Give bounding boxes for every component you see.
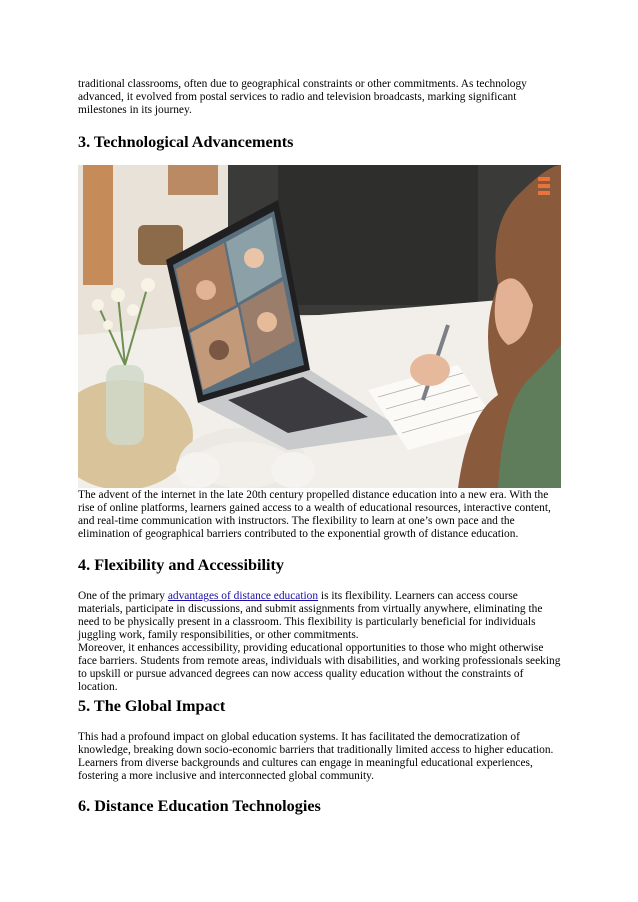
- photo-student-video-call: [78, 165, 561, 488]
- paragraph-flexibility: [78, 590, 564, 642]
- heading-distance-education-technologies: 6. Distance Education Technologies: [78, 797, 321, 815]
- heading-global-impact: 5. The Global Impact: [78, 697, 226, 715]
- paragraph-flexibility-rest: is its flexibility. Learners can access course materials, participate in discussions, and submit assignments from virtually anywhere, eliminating the need to be physically present in a classroom. This flexibility is particularly beneficial for individuals juggling work, family responsibilities, or other commitments.: [78, 590, 543, 642]
- heading-flexibility-accessibility: 4. Flexibility and Accessibility: [78, 556, 284, 574]
- advantages-link[interactable]: advantages of distance education: [167, 590, 319, 602]
- heading-technological-advancements: 3. Technological Advancements: [78, 133, 294, 151]
- paragraph-flexibility-lead: One of the primary: [78, 590, 168, 602]
- paragraph-internet-advent: The advent of the internet in the late 20th century propelled distance education into a new era. With the rise of online platforms, learners gained access to a wealth of educational resources, interactive content, and real-time communication with instructors. The flexibility to learn at one’s own pace and the elimination of geographical barriers contributed to the exponential growth of distance education.: [78, 489, 551, 541]
- paragraph-global-impact: This had a profound impact on global education systems. It has facilitated the democratization of knowledge, breaking down socio-economic barriers that traditionally limited access to higher education. Learners from diverse backgrounds and cultures can engage in meaningful educational experiences, fostering a more inclusive and interconnected global community.: [78, 731, 554, 783]
- paragraph-accessibility: Moreover, it enhances accessibility, providing educational opportunities to those who might otherwise face barriers. Students from remote areas, individuals with disabilities, and working professionals seeking to upskill or pursue advanced degrees can now access quality education without the constraints of location.: [78, 642, 561, 694]
- intro-paragraph: traditional classrooms, often due to geographical constraints or other commitments. As technology advanced, it evolved from postal services to radio and television broadcasts, marking significant milestones in its journey.: [78, 78, 527, 117]
